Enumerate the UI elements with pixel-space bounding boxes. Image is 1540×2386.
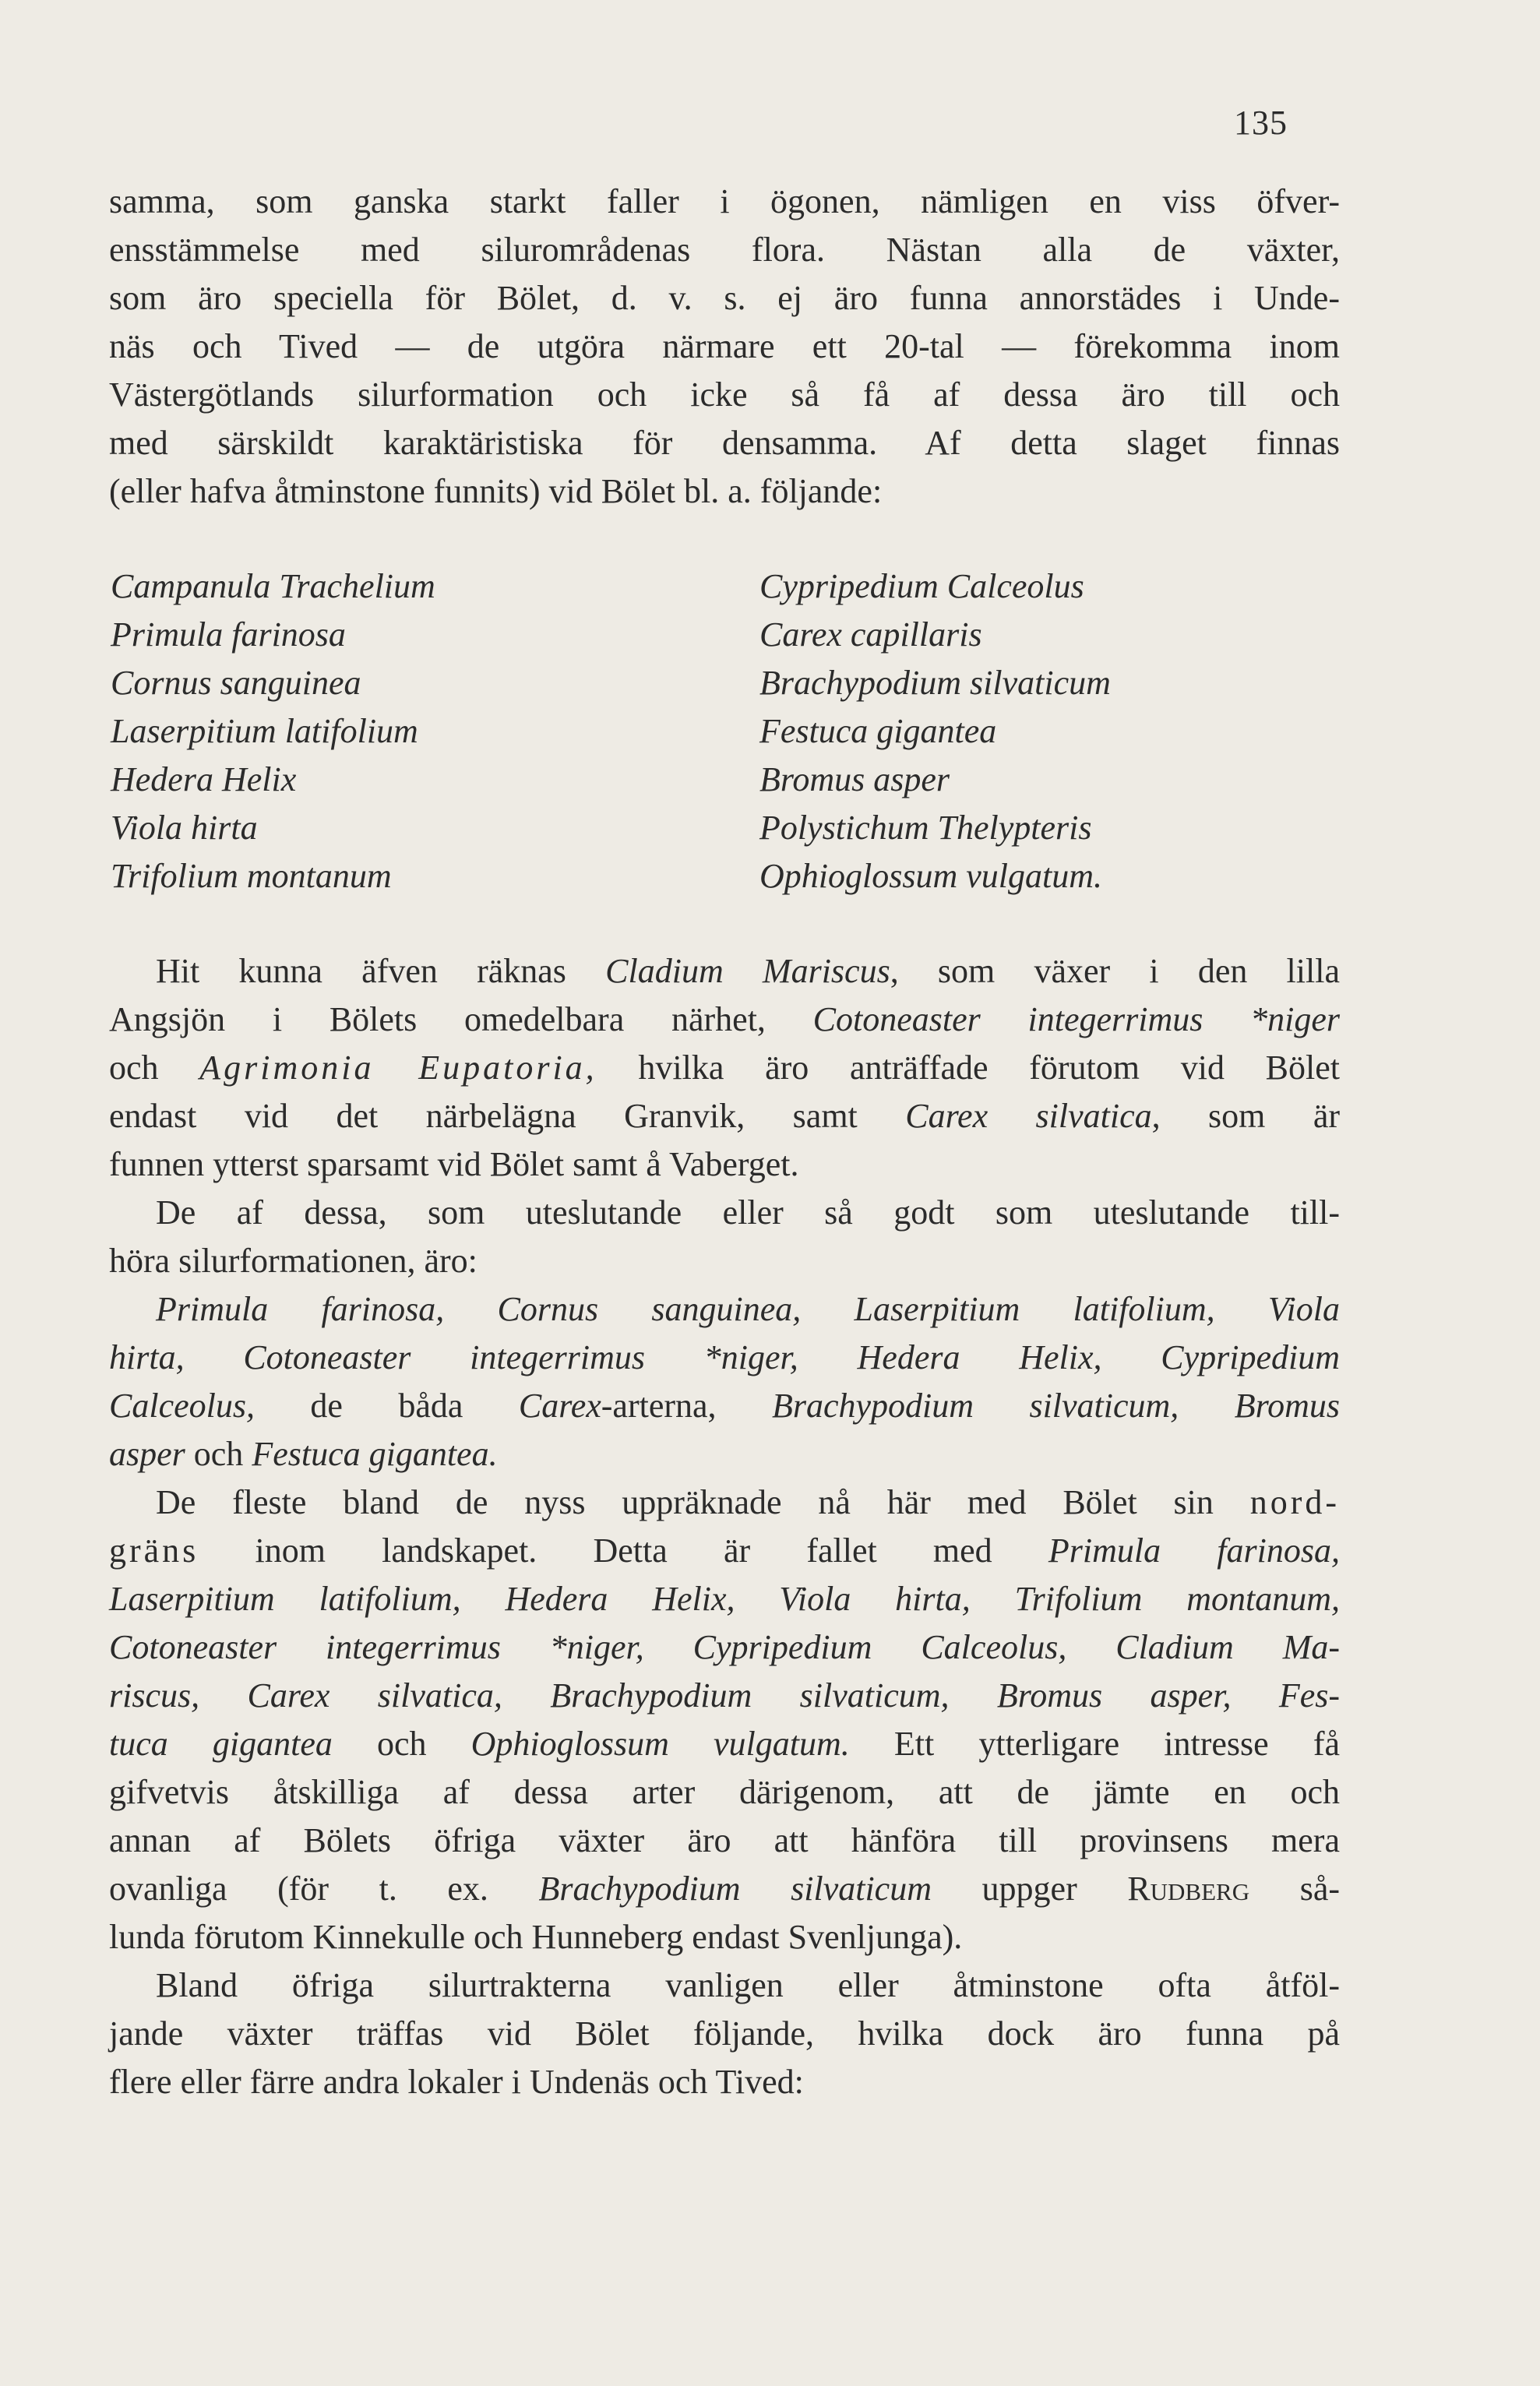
species-item: Trifolium montanum (111, 857, 392, 895)
text-line: gräns inom landskapet. Detta är fallet med Primula farinosa, (109, 1531, 1341, 1570)
text-line: annan af Bölets öfriga växter äro att hänföra till provinsens mera (109, 1821, 1340, 1859)
text-line: Cotoneaster integerrimus *niger, Cypripedium Calceolus, Cladium Ma- (109, 1628, 1340, 1666)
text-line: Bland öfriga silurtrakterna vanligen eller åtminstone ofta åtföl- (156, 1966, 1340, 2004)
text-line: Hit kunna äfven räknas Cladium Mariscus, som växer i den lilla (156, 952, 1340, 990)
text-line: (eller hafva åtminstone funnits) vid Bölet bl. a. följande: (109, 472, 883, 510)
text-line: asper och Festuca gigantea. (109, 1435, 498, 1473)
species-item: Viola hirta (111, 809, 258, 847)
text-line: ovanliga (för t. ex. Brachypodium silvaticum uppger Rudberg så- (109, 1870, 1340, 1908)
species-item: Cypripedium Calceolus (759, 567, 1084, 605)
species-item: Primula farinosa (111, 615, 346, 654)
species-item: Hedera Helix (111, 760, 297, 798)
species-list-right (759, 562, 1111, 900)
text-line: endast vid det närbelägna Granvik, samt Carex silvatica, som är (109, 1097, 1341, 1135)
author-name: Rudberg (1127, 1870, 1250, 1908)
text-line: Angsjön i Bölets omedelbara närhet, Cotoneaster integerrimus *niger (109, 1000, 1341, 1038)
text-line: flere eller färre andra lokaler i Undenäs och Tived: (109, 2063, 804, 2101)
text-line: som äro speciella för Bölet, d. v. s. ej äro funna annorstädes i Unde- (109, 279, 1340, 317)
text-line: lunda förutom Kinnekulle och Hunneberg endast Svenljunga). (109, 1918, 963, 1956)
text-line: De af dessa, som uteslutande eller så godt som uteslutande till- (156, 1193, 1340, 1232)
species-item: Bromus asper (759, 760, 950, 798)
text-line: med särskildt karaktäristiska för densamma. Af detta slaget finnas (109, 424, 1340, 462)
species-item: Cornus sanguinea (111, 664, 361, 702)
paragraph-intro (109, 178, 1340, 516)
species-list-left (111, 562, 435, 900)
text-line: funnen ytterst sparsamt vid Bölet samt å Vaberget. (109, 1145, 799, 1183)
text-line: Calceolus, de båda Carex-arterna, Brachypodium silvaticum, Bromus (109, 1387, 1340, 1425)
text-line: Primula farinosa, Cornus sanguinea, Laserpitium latifolium, Viola (156, 1290, 1340, 1328)
species-item: Campanula Trachelium (111, 567, 435, 605)
text-line: jande växter träffas vid Bölet följande, hvilka dock äro funna på (109, 2014, 1340, 2053)
page-number: 135 (1234, 104, 1288, 142)
text-line: gifvetvis åtskilliga af dessa arter därigenom, att de jämte en och (109, 1773, 1340, 1811)
text-line: De fleste bland de nyss uppräknade nå här med Bölet sin nord- (156, 1483, 1340, 1521)
species-item: Ophioglossum vulgatum. (759, 857, 1102, 895)
text-line: tuca gigantea och Ophioglossum vulgatum. Ett ytterligare intresse få (109, 1725, 1341, 1763)
text-line: höra silurformationen, äro: (109, 1242, 478, 1280)
text-line: riscus, Carex silvatica, Brachypodium silvaticum, Bromus asper, Fes- (109, 1676, 1340, 1715)
main-text (109, 947, 1340, 2106)
text-line: Västergötlands silurformation och icke så få af dessa äro till och (109, 375, 1340, 414)
text-line: Laserpitium latifolium, Hedera Helix, Viola hirta, Trifolium montanum, (109, 1580, 1340, 1618)
species-item: Laserpitium latifolium (111, 712, 418, 750)
species-item: Polystichum Thelypteris (759, 809, 1092, 847)
text-line: och Agrimonia Eupatoria, hvilka äro anträffade förutom vid Bölet (109, 1049, 1340, 1087)
species-item: Carex capillaris (759, 615, 982, 654)
text-line: samma, som ganska starkt faller i ögonen, nämligen en viss öfver- (109, 182, 1340, 220)
text-line: ensstämmelse med silurområdenas flora. Nästan alla de växter, (109, 231, 1340, 269)
text-line: hirta, Cotoneaster integerrimus *niger, Hedera Helix, Cypripedium (109, 1338, 1340, 1376)
text-line: näs och Tived — de utgöra närmare ett 20-tal — förekomma inom (109, 327, 1340, 365)
species-item: Festuca gigantea (759, 712, 997, 750)
species-item: Brachypodium silvaticum (759, 664, 1111, 702)
